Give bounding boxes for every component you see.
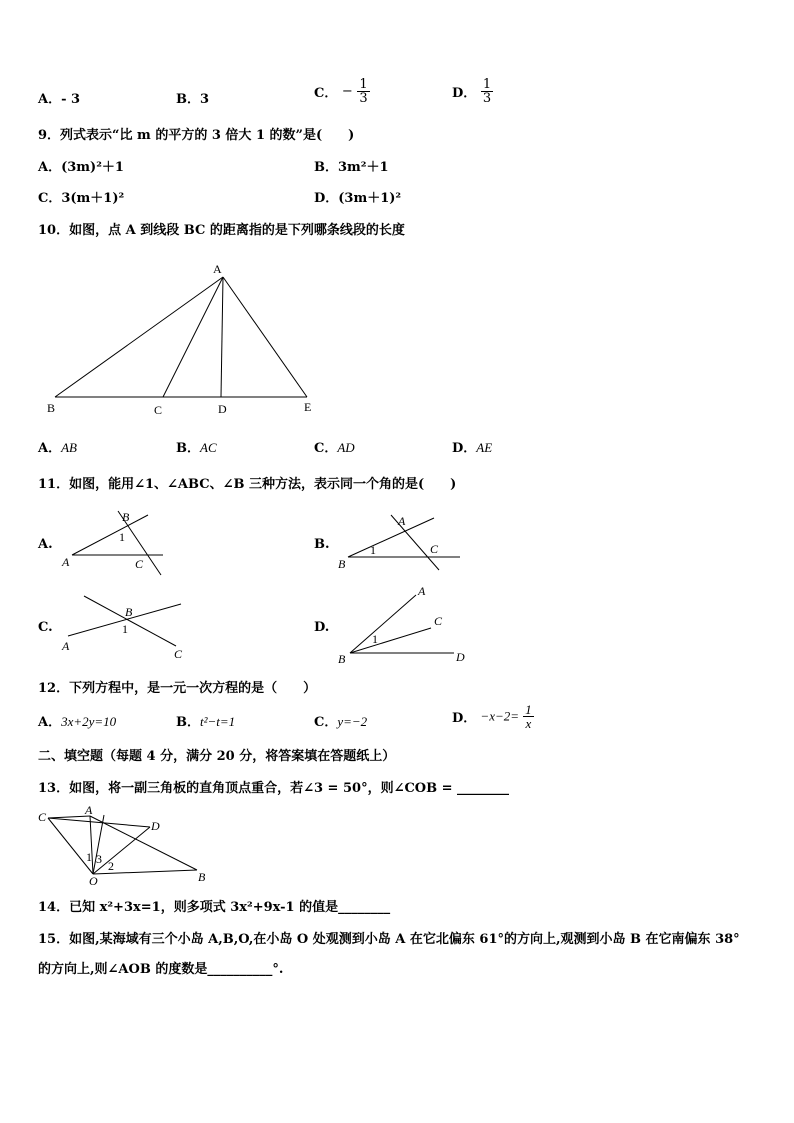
svg-text:C: C [434, 614, 443, 628]
svg-text:2: 2 [108, 859, 114, 873]
q15-line1: 15．如图,某海域有三个小岛 A,B,O,在小岛 O 处观测到小岛 A 在它北偏东 61°的方向上,观测到小岛 B 在它南偏东 38° [38, 932, 740, 947]
svg-text:C: C [135, 557, 144, 571]
svg-text:1: 1 [119, 530, 125, 544]
label-d: D [218, 402, 227, 416]
q15-line2: 的方向上,则∠AOB 的度数是__________°. [38, 962, 284, 977]
svg-text:C: C [174, 647, 183, 661]
q8-option-b: B．3 [176, 92, 210, 107]
svg-text:1: 1 [370, 543, 376, 557]
svg-text:1: 1 [372, 632, 378, 646]
label-e: E [304, 400, 312, 414]
svg-text:A: A [85, 803, 93, 817]
label-c: C [154, 403, 163, 417]
svg-text:B: B [125, 605, 133, 619]
q10-option-b: B．AC [176, 440, 217, 456]
q10-option-a: A．AB [38, 440, 77, 456]
q10-figure [40, 255, 330, 420]
q8-option-d: D． $\frac{1}{3}$ [452, 77, 492, 106]
q9-option-d: D．(3m＋1)² [314, 191, 402, 206]
q12-option-d: D． −x−2= $\frac{1}{x}$ [452, 702, 532, 731]
q11-figure-a [58, 505, 168, 577]
q14-stem: 14．已知 x²+3x=1，则多项式 3x²+9x-1 的值是________ [38, 900, 391, 915]
svg-text:A: A [62, 555, 70, 569]
svg-text:A: A [398, 514, 406, 528]
svg-text:1: 1 [86, 850, 92, 864]
svg-text:C: C [38, 810, 47, 824]
q11-option-d-label: D. [314, 620, 330, 635]
svg-text:3: 3 [96, 852, 102, 866]
q13-stem: 13．如图，将一副三角板的直角顶点重合，若∠3 = 50°，则∠COB = ________ [38, 781, 510, 796]
q8-option-c: C． − $\frac{1}{3}$ [314, 77, 368, 106]
label-b: B [47, 401, 56, 415]
q11-option-b-label: B. [314, 537, 330, 552]
q12-stem: 12．下列方程中，是一元一次方程的是（ ） [38, 681, 317, 696]
svg-text:B: B [338, 652, 346, 666]
q11-figure-b [336, 510, 466, 572]
q11-option-c-label: C. [38, 620, 53, 635]
label-a: A [213, 262, 222, 276]
q10-stem: 10．如图，点 A 到线段 BC 的距离指的是下列哪条线段的长度 [38, 223, 405, 238]
svg-text:1: 1 [122, 622, 128, 636]
q11-stem: 11．如图，能用∠1、∠ABC、∠B 三种方法，表示同一个角的是( ) [38, 477, 457, 492]
svg-text:D: D [151, 819, 160, 833]
q9-stem: 9．列式表示“比 m 的平方的 3 倍大 1 的数”是( ) [38, 128, 355, 143]
q12-option-b: B．t²−t=1 [176, 714, 236, 730]
svg-text:A: A [418, 584, 426, 598]
q11-figure-d [336, 583, 476, 668]
q12-option-c: C．y=−2 [314, 714, 368, 730]
svg-text:B: B [338, 557, 346, 571]
q9-option-c: C．3(m＋1)² [38, 191, 125, 206]
q10-option-d: D．AE [452, 440, 493, 456]
q11-option-a-label: A. [38, 537, 53, 552]
q12-option-a: A．3x+2y=10 [38, 714, 117, 730]
svg-text:C: C [430, 542, 439, 556]
q8-c-fraction: $\frac{1}{3}$ [359, 77, 368, 106]
q9-option-b: B．3m²＋1 [314, 160, 389, 175]
q10-option-c: C．AD [314, 440, 355, 456]
q13-figure [34, 803, 214, 888]
svg-text:B: B [198, 870, 206, 884]
svg-text:B: B [122, 510, 130, 524]
svg-text:A: A [62, 639, 70, 653]
svg-text:O: O [89, 874, 98, 888]
q11-figure-c [58, 590, 188, 662]
q8-d-fraction: $\frac{1}{3}$ [482, 77, 492, 106]
section-heading: 二、填空题（每题 4 分，满分 20 分，将答案填在答题纸上） [38, 749, 396, 764]
q9-option-a: A．(3m)²＋1 [38, 160, 124, 175]
q12-d-fraction: $\frac{1}{x}$ [525, 702, 532, 731]
q8-option-a: A．- 3 [38, 92, 81, 107]
svg-text:D: D [456, 650, 465, 664]
